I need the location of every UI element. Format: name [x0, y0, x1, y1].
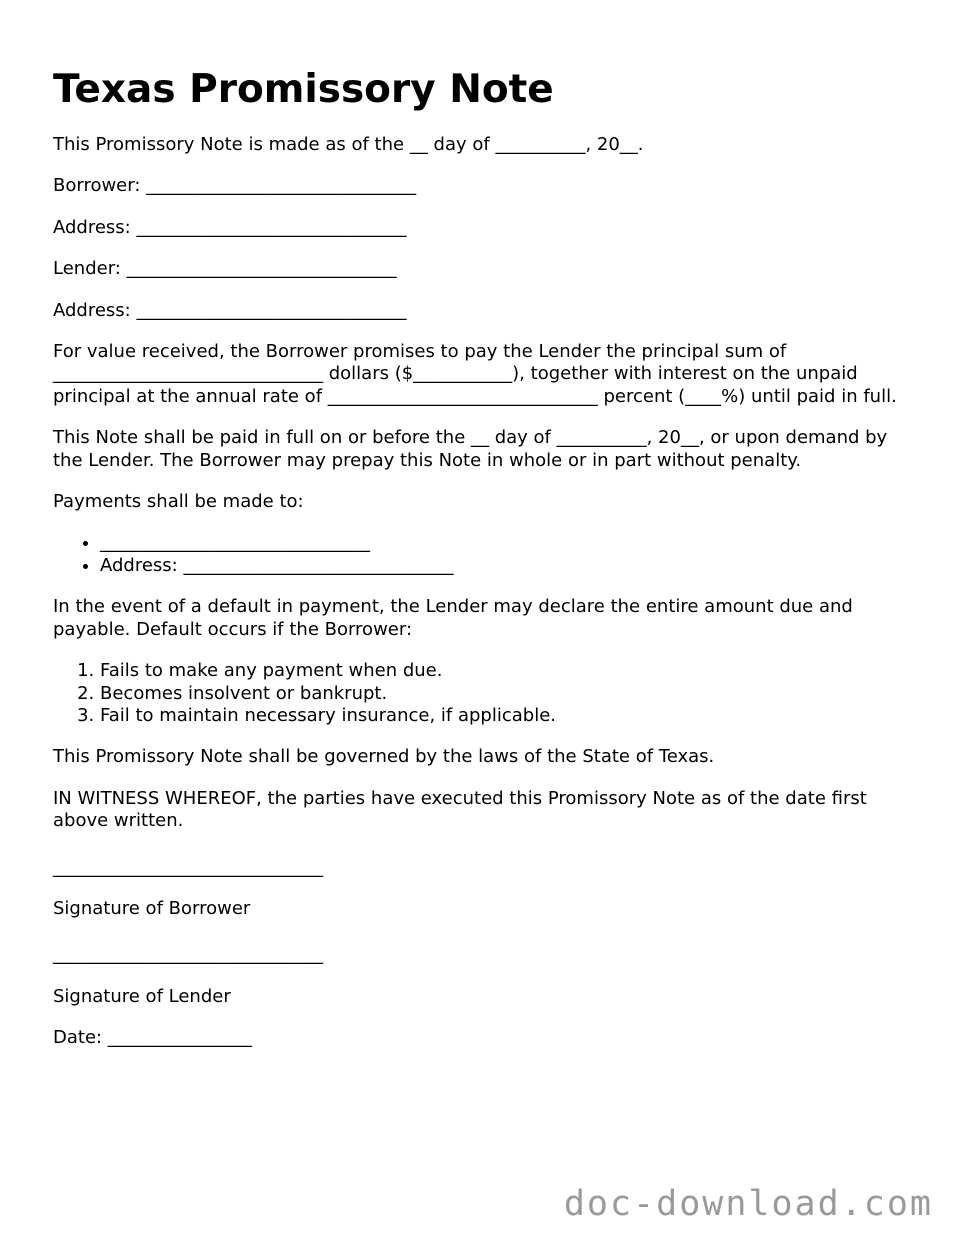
list-item: • Address: ______________________________: [100, 555, 903, 577]
watermark: doc-download.com: [563, 1184, 933, 1224]
list-item: 1. Fails to make any payment when due.: [100, 660, 903, 682]
principal-paragraph: For value received, the Borrower promises to pay the Lender the principal sum of ______________________________ dollars ($___________), together with interest on the unpaid principal at the annual rate of ______________________________ percent (____%) until paid in full.: [53, 341, 897, 407]
due-paragraph: This Note shall be paid in full on or before the __ day of __________, 20__, or upon demand by the Lender. The Borrower may prepay this Note in whole or in part without penalty.: [53, 427, 888, 471]
date-field: Date: ________________: [53, 1027, 252, 1049]
payments-list: [53, 532, 903, 577]
borrower-signature-line: ______________________________: [53, 856, 323, 878]
borrower-signature-label: Signature of Borrower: [53, 897, 251, 919]
intro-paragraph: This Promissory Note is made as of the __ day of __________, 20__.: [53, 134, 644, 155]
list-item: 2. Becomes insolvent or bankrupt.: [100, 683, 903, 705]
document-title: Texas Promissory Note: [53, 67, 554, 112]
lender-address-field: Address: ______________________________: [53, 299, 407, 321]
default-intro: In the event of a default in payment, the Lender may declare the entire amount due and payable. Default occurs if the Borrower:: [53, 596, 853, 640]
lender-signature-line: ______________________________: [53, 944, 323, 966]
list-item: • ______________________________: [100, 532, 903, 554]
document-page: [53, 66, 903, 1069]
payments-intro: Payments shall be made to:: [53, 491, 304, 513]
witness-paragraph: IN WITNESS WHEREOF, the parties have executed this Promissory Note as of the date first above written.: [53, 787, 867, 832]
borrower-field: Borrower: ______________________________: [53, 175, 417, 197]
lender-field: Lender: ______________________________: [53, 258, 397, 280]
defaults-list: [53, 660, 903, 727]
list-item: 3. Fail to maintain necessary insurance, if applicable.: [100, 705, 903, 727]
borrower-address-field: Address: ______________________________: [53, 216, 407, 238]
governing-law-paragraph: This Promissory Note shall be governed by the laws of the State of Texas.: [53, 746, 715, 768]
lender-signature-label: Signature of Lender: [53, 985, 231, 1007]
